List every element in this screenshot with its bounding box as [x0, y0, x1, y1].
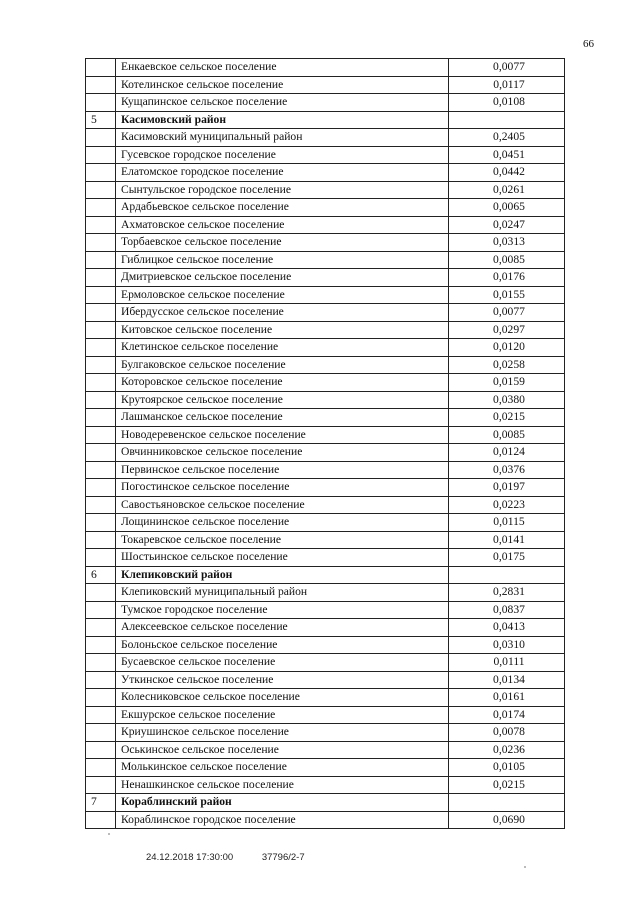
coefficient-cell: [449, 566, 565, 584]
settlement-name-cell: Екшурское сельское поселение: [116, 706, 449, 724]
coefficient-cell: 0,0442: [449, 164, 565, 182]
settlement-name-cell: Клетинское сельское поселение: [116, 339, 449, 357]
row-number-cell: [86, 426, 116, 444]
table-row: [86, 304, 565, 322]
footer-doc-code: 37796/2-7: [261, 852, 305, 863]
table-body: [86, 59, 565, 829]
row-number-cell: [86, 776, 116, 794]
table-row: [86, 181, 565, 199]
coefficient-cell: 0,0247: [449, 216, 565, 234]
row-number-cell: [86, 531, 116, 549]
coefficient-cell: 0,0085: [449, 426, 565, 444]
table-row: [86, 409, 565, 427]
table-row: [86, 584, 565, 602]
coefficient-cell: 0,0223: [449, 496, 565, 514]
table-row: [86, 636, 565, 654]
settlement-name-cell: Овчинниковское сельское поселение: [116, 444, 449, 462]
table-row: [86, 129, 565, 147]
coefficient-cell: 0,0120: [449, 339, 565, 357]
row-number-cell: [86, 146, 116, 164]
coefficient-cell: 0,0380: [449, 391, 565, 409]
coefficient-cell: 0,0111: [449, 654, 565, 672]
table-row: [86, 706, 565, 724]
coefficient-cell: 0,0124: [449, 444, 565, 462]
row-number-cell: [86, 164, 116, 182]
coefficient-cell: 0,2831: [449, 584, 565, 602]
footer: [146, 852, 331, 863]
row-number-cell: [86, 636, 116, 654]
settlement-name-cell: Уткинское сельское поселение: [116, 671, 449, 689]
row-number-cell: [86, 286, 116, 304]
table-row: [86, 234, 565, 252]
coefficient-cell: 0,0236: [449, 741, 565, 759]
table-row: [86, 671, 565, 689]
table-row: [86, 654, 565, 672]
settlement-name-cell: Ибердусское сельское поселение: [116, 304, 449, 322]
coefficient-cell: 0,0161: [449, 689, 565, 707]
row-number-cell: [86, 461, 116, 479]
table-row: [86, 251, 565, 269]
row-number-cell: [86, 181, 116, 199]
row-number-cell: [86, 496, 116, 514]
table-row: [86, 601, 565, 619]
settlement-name-cell: Ненашкинское сельское поселение: [116, 776, 449, 794]
table-row: [86, 496, 565, 514]
table-row: [86, 94, 565, 112]
table-row: [86, 619, 565, 637]
row-number-cell: 7: [86, 794, 116, 812]
row-number-cell: [86, 76, 116, 94]
table-row: [86, 759, 565, 777]
district-row: [86, 794, 565, 812]
table-row: [86, 741, 565, 759]
settlement-name-cell: Болоньское сельское поселение: [116, 636, 449, 654]
settlement-name-cell: Токаревское сельское поселение: [116, 531, 449, 549]
settlement-name-cell: Которовское сельское поселение: [116, 374, 449, 392]
settlement-name-cell: Енкаевское сельское поселение: [116, 59, 449, 77]
settlement-name-cell: Колесниковское сельское поселение: [116, 689, 449, 707]
settlement-name-cell: Погостинское сельское поселение: [116, 479, 449, 497]
settlement-name-cell: Оськинское сельское поселение: [116, 741, 449, 759]
row-number-cell: 5: [86, 111, 116, 129]
coefficient-cell: 0,0155: [449, 286, 565, 304]
coefficient-cell: 0,0065: [449, 199, 565, 217]
table-row: [86, 426, 565, 444]
settlement-name-cell: Гусевское городское поселение: [116, 146, 449, 164]
table-row: [86, 164, 565, 182]
table-row: [86, 811, 565, 829]
row-number-cell: [86, 199, 116, 217]
table-row: [86, 444, 565, 462]
coefficient-cell: 0,0078: [449, 724, 565, 742]
coefficient-cell: 0,0690: [449, 811, 565, 829]
row-number-cell: [86, 619, 116, 637]
coefficient-cell: 0,0141: [449, 531, 565, 549]
coefficient-cell: 0,0413: [449, 619, 565, 637]
coefficient-cell: 0,0117: [449, 76, 565, 94]
row-number-cell: [86, 689, 116, 707]
district-name-cell: Кораблинский район: [116, 794, 449, 812]
settlement-name-cell: Молькинское сельское поселение: [116, 759, 449, 777]
row-number-cell: [86, 601, 116, 619]
settlement-name-cell: Котелинское сельское поселение: [116, 76, 449, 94]
row-number-cell: [86, 444, 116, 462]
row-number-cell: [86, 129, 116, 147]
settlement-name-cell: Клепиковский муниципальный район: [116, 584, 449, 602]
coefficient-cell: 0,0215: [449, 409, 565, 427]
table-row: [86, 549, 565, 567]
settlement-name-cell: Булгаковское сельское поселение: [116, 356, 449, 374]
settlement-name-cell: Первинское сельское поселение: [116, 461, 449, 479]
row-number-cell: [86, 724, 116, 742]
coefficient-cell: 0,0297: [449, 321, 565, 339]
settlement-name-cell: Сынтульское городское поселение: [116, 181, 449, 199]
table-row: [86, 269, 565, 287]
settlement-name-cell: Ахматовское сельское поселение: [116, 216, 449, 234]
coefficient-cell: 0,0085: [449, 251, 565, 269]
row-number-cell: [86, 584, 116, 602]
coefficient-cell: 0,0115: [449, 514, 565, 532]
settlement-name-cell: Лашманское сельское поселение: [116, 409, 449, 427]
coefficient-cell: 0,0134: [449, 671, 565, 689]
settlement-name-cell: Дмитриевское сельское поселение: [116, 269, 449, 287]
table-row: [86, 531, 565, 549]
table-row: [86, 479, 565, 497]
district-row: [86, 566, 565, 584]
coefficient-cell: 0,0077: [449, 59, 565, 77]
coefficient-cell: [449, 111, 565, 129]
table-row: [86, 356, 565, 374]
coefficient-cell: 0,0159: [449, 374, 565, 392]
coefficient-cell: 0,0215: [449, 776, 565, 794]
coefficient-cell: 0,0174: [449, 706, 565, 724]
settlement-name-cell: Лощининское сельское поселение: [116, 514, 449, 532]
row-number-cell: [86, 339, 116, 357]
coefficient-cell: 0,0105: [449, 759, 565, 777]
row-number-cell: [86, 59, 116, 77]
coefficient-cell: 0,0175: [449, 549, 565, 567]
row-number-cell: [86, 706, 116, 724]
row-number-cell: [86, 811, 116, 829]
row-number-cell: [86, 269, 116, 287]
row-number-cell: [86, 514, 116, 532]
table-row: [86, 59, 565, 77]
row-number-cell: [86, 356, 116, 374]
table-row: [86, 514, 565, 532]
coefficient-cell: 0,0313: [449, 234, 565, 252]
coefficient-cell: 0,0258: [449, 356, 565, 374]
row-number-cell: [86, 374, 116, 392]
row-number-cell: [86, 234, 116, 252]
coefficient-cell: 0,0108: [449, 94, 565, 112]
row-number-cell: [86, 321, 116, 339]
district-name-cell: Касимовский район: [116, 111, 449, 129]
table-row: [86, 689, 565, 707]
table-row: [86, 461, 565, 479]
coefficient-cell: 0,0176: [449, 269, 565, 287]
allocation-table: [85, 58, 565, 829]
scan-speck: [108, 833, 110, 835]
table-row: [86, 286, 565, 304]
settlement-name-cell: Гиблицкое сельское поселение: [116, 251, 449, 269]
settlement-name-cell: Кораблинское городское поселение: [116, 811, 449, 829]
settlement-name-cell: Елатомское городское поселение: [116, 164, 449, 182]
district-name-cell: Клепиковский район: [116, 566, 449, 584]
table-row: [86, 216, 565, 234]
page-number: 66: [583, 38, 594, 50]
coefficient-cell: 0,0376: [449, 461, 565, 479]
coefficient-cell: 0,0077: [449, 304, 565, 322]
settlement-name-cell: Кущапинское сельское поселение: [116, 94, 449, 112]
coefficient-cell: 0,0451: [449, 146, 565, 164]
row-number-cell: [86, 304, 116, 322]
table-row: [86, 146, 565, 164]
coefficient-cell: [449, 794, 565, 812]
settlement-name-cell: Крутоярское сельское поселение: [116, 391, 449, 409]
settlement-name-cell: Ермоловское сельское поселение: [116, 286, 449, 304]
settlement-name-cell: Касимовский муниципальный район: [116, 129, 449, 147]
row-number-cell: [86, 549, 116, 567]
table-row: [86, 339, 565, 357]
district-row: [86, 111, 565, 129]
settlement-name-cell: Савостьяновское сельское поселение: [116, 496, 449, 514]
row-number-cell: [86, 671, 116, 689]
row-number-cell: [86, 741, 116, 759]
row-number-cell: [86, 654, 116, 672]
row-number-cell: [86, 94, 116, 112]
settlement-name-cell: Криушинское сельское поселение: [116, 724, 449, 742]
row-number-cell: [86, 759, 116, 777]
row-number-cell: [86, 251, 116, 269]
row-number-cell: [86, 479, 116, 497]
row-number-cell: 6: [86, 566, 116, 584]
settlement-name-cell: Шостьинское сельское поселение: [116, 549, 449, 567]
coefficient-cell: 0,0837: [449, 601, 565, 619]
table-row: [86, 76, 565, 94]
coefficient-cell: 0,0310: [449, 636, 565, 654]
row-number-cell: [86, 216, 116, 234]
coefficient-cell: 0,0261: [449, 181, 565, 199]
settlement-name-cell: Бусаевское сельское поселение: [116, 654, 449, 672]
table-row: [86, 724, 565, 742]
settlement-name-cell: Тумское городское поселение: [116, 601, 449, 619]
settlement-name-cell: Китовское сельское поселение: [116, 321, 449, 339]
table-row: [86, 321, 565, 339]
row-number-cell: [86, 391, 116, 409]
row-number-cell: [86, 409, 116, 427]
table-row: [86, 391, 565, 409]
table-row: [86, 374, 565, 392]
scan-speck: [524, 866, 526, 868]
settlement-name-cell: Алексеевское сельское поселение: [116, 619, 449, 637]
coefficient-cell: 0,0197: [449, 479, 565, 497]
settlement-name-cell: Торбаевское сельское поселение: [116, 234, 449, 252]
footer-datetime: 24.12.2018 17:30:00: [146, 852, 234, 863]
settlement-name-cell: Ардабьевское сельское поселение: [116, 199, 449, 217]
settlement-name-cell: Новодеревенское сельское поселение: [116, 426, 449, 444]
table-row: [86, 199, 565, 217]
coefficient-cell: 0,2405: [449, 129, 565, 147]
table-row: [86, 776, 565, 794]
